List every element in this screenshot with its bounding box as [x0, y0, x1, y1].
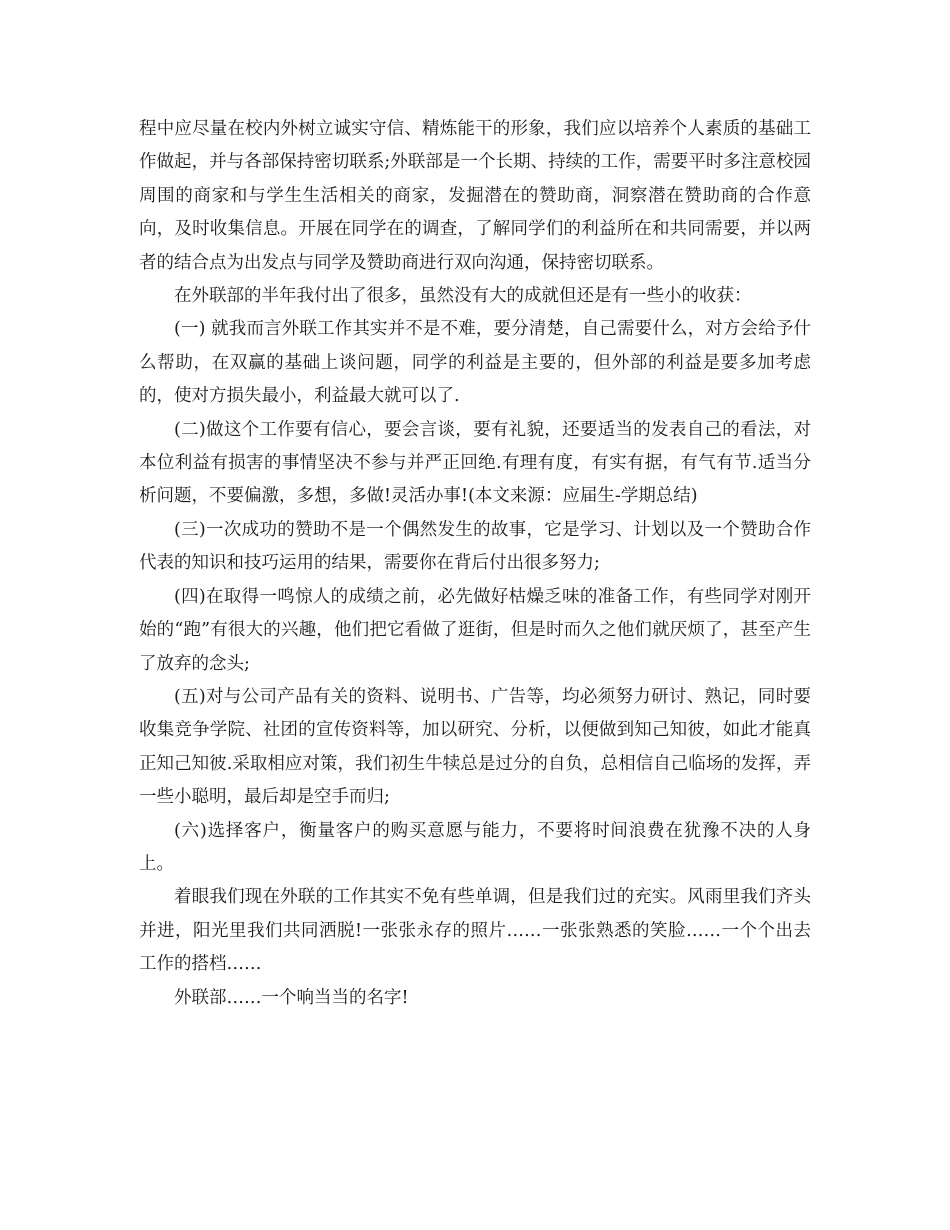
document-body: [139, 113, 811, 1015]
paragraph-harvest-intro: 在外联部的半年我付出了很多，虽然没有大的成就但还是有一些小的收获：: [174, 286, 752, 307]
paragraph-point-4: (四)在取得一鸣惊人的成绩之前，必先做好枯燥乏味的准备工作，有些同学对刚开始的“跑”有很大的兴趣，他们把它看做了逛街，但是时而久之他们就厌烦了，甚至产生了放弃的念头;: [139, 586, 811, 674]
paragraph-point-5: (五)对与公司产品有关的资料、说明书、广告等，均必须努力研讨、熟记，同时要收集竞争学院、社团的宣传资料等，加以研究、分析，以便做到知己知彼，如此才能真正知己知彼.采取相应对策，我们初生牛犊总是过分的自负，总相信自己临场的发挥，弄一些小聪明，最后却是空手而归;: [139, 686, 811, 808]
paragraph-point-2: (二)做这个工作要有信心，要会言谈，要有礼貌，还要适当的发表自己的看法，对本位利益有损害的事情坚决不参与并严正回绝.有理有度，有实有据，有气有节.适当分析问题，不要偏激，多想，多做!灵活办事!(本文来源：应届生-学期总结): [139, 419, 811, 507]
paragraph-continuation: 程中应尽量在校内外树立诚实守信、精炼能干的形象，我们应以培养个人素质的基础工作做起，并与各部保持密切联系;外联部是一个长期、持续的工作，需要平时多注意校园周围的商家和与学生生活相关的商家，发掘潜在的赞助商，洞察潜在赞助商的合作意向，及时收集信息。开展在同学在的调查，了解同学们的利益所在和共同需要，并以两者的结合点为出发点与同学及赞助商进行双向沟通，保持密切联系。: [139, 119, 811, 273]
paragraph-point-1: (一) 就我而言外联工作其实并不是不难，要分清楚，自己需要什么，对方会给予什么帮助，在双赢的基础上谈问题，同学的利益是主要的，但外部的利益是要多加考虑的，使对方损失最小，利益最大就可以了.: [139, 319, 811, 407]
paragraph-reflection: 着眼我们现在外联的工作其实不免有些单调，但是我们过的充实。风雨里我们齐头并进，阳光里我们共同洒脱!一张张永存的照片……一张张熟悉的笑脸……一个个出去工作的搭档……: [139, 887, 811, 975]
paragraph-point-6: (六)选择客户，衡量客户的购买意愿与能力，不要将时间浪费在犹豫不决的人身上。: [139, 820, 811, 874]
paragraph-point-3: (三)一次成功的赞助不是一个偶然发生的故事，它是学习、计划以及一个赞助合作代表的知识和技巧运用的结果，需要你在背后付出很多努力;: [139, 519, 811, 574]
paragraph-closing: 外联部……一个响当当的名字!: [174, 987, 409, 1008]
